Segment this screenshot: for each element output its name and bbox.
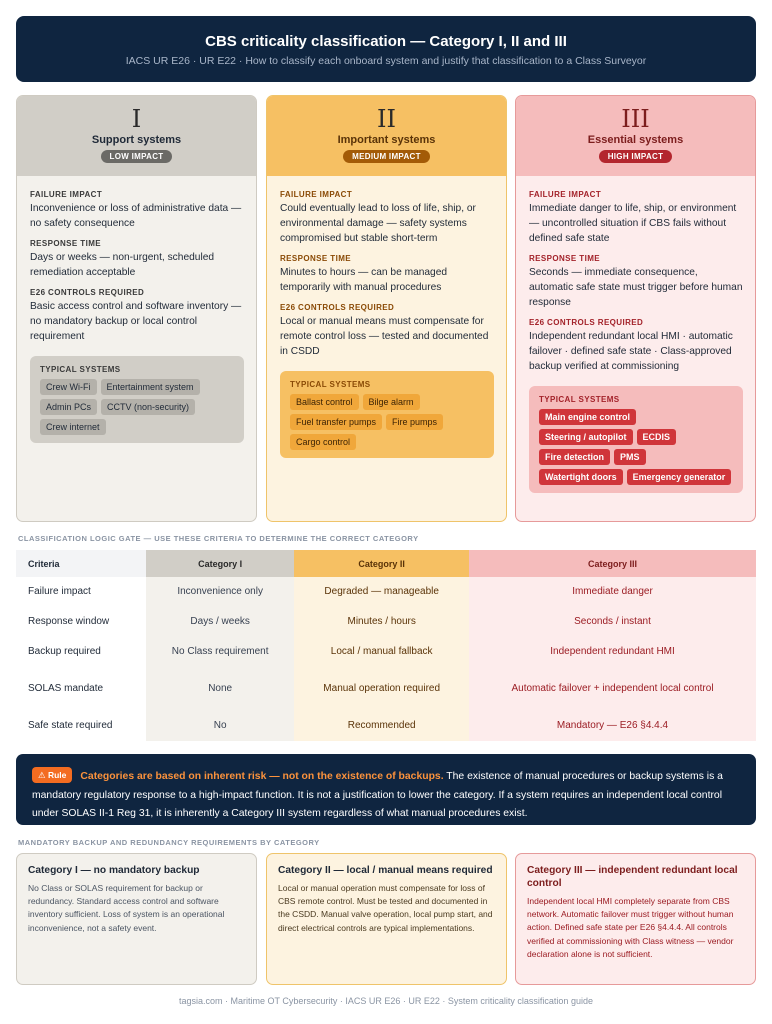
table-row [16,711,756,741]
category-numeral: III [621,105,650,133]
column-header: Criteria [16,550,146,577]
classification-logic-table [16,550,756,741]
category-numeral: I [131,105,142,133]
system-chip: CCTV (non-security) [101,399,195,415]
backup-box-title: Category III — independent redundant local control [527,865,738,889]
system-chip: Crew internet [40,419,106,435]
response-time-text: Days or weeks — non-urgent, scheduled remediation acceptable [30,252,215,278]
failure-impact-label: FAILURE IMPACT [30,190,103,199]
controls-text: Local or manual means must compensate for remote control loss — tested and documented in CSDD [280,316,489,357]
system-chip: Emergency generator [627,469,732,485]
table-cell: Manual operation required [294,667,469,711]
backup-box-text: Local or manual operation must compensate for loss of CBS remote control. Must be tested and documented in the CSDD. Manual valve operation, local pump start, and direct electrical controls are typical implementations. [278,883,493,933]
criteria-cell: SOLAS mandate [16,667,146,711]
response-time-text: Seconds — immediate consequence, automatic safe state must trigger before human response [529,267,743,308]
rule-highlight: Categories are based on inherent risk — not on the existence of backups. [80,771,444,782]
table-cell: Local / manual fallback [294,637,469,667]
category-card-2 [266,95,507,522]
system-chip: Crew Wi-Fi [40,379,97,395]
system-chip: Admin PCs [40,399,97,415]
system-chip: Steering / autopilot [539,429,633,445]
system-chip: Cargo control [290,434,356,450]
failure-impact-label: FAILURE IMPACT [280,190,353,199]
table-row [16,637,756,667]
response-time-label: RESPONSE TIME [280,254,351,263]
table-cell: Mandatory — E26 §4.4.4 [469,711,756,741]
system-chip: Fuel transfer pumps [290,414,382,430]
failure-impact-text: Inconvenience or loss of administrative data — no safety consequence [30,203,242,229]
rule-text: The existence of manual procedures or backup systems is a mandatory regulatory response to a high-impact function. It is not a justification to lower the category. If a system requires an independent local control under SOLAS II-1 Reg 31, it is inherently a Category III system regardless of what manual procedures exist. [32,771,723,819]
typical-systems-panel [30,356,244,443]
controls-text: Independent redundant local HMI · automatic failover · defined safe state · Class-approved backup verified at commissioning [529,331,733,372]
table-cell: Days / weeks [146,607,294,637]
criteria-cell: Failure impact [16,577,146,607]
backup-box-title: Category I — no mandatory backup [28,865,200,876]
table-cell: Minutes / hours [294,607,469,637]
typical-systems-label: TYPICAL SYSTEMS [40,365,121,374]
impact-badge: LOW IMPACT [101,150,173,163]
backup-box-category-1 [16,853,257,985]
rule-callout [16,754,756,825]
controls-label: E26 CONTROLS REQUIRED [529,318,644,327]
impact-badge: HIGH IMPACT [599,150,673,163]
typical-systems-panel [529,386,743,493]
system-chip: Ballast control [290,394,359,410]
controls-label: E26 CONTROLS REQUIRED [30,288,145,297]
backup-box-category-2 [266,853,507,985]
backup-box-text: No Class or SOLAS requirement for backup or redundancy. Standard access control and software inventory sufficient. Loss of system is an operational inconvenience, not a safety event. [28,883,225,933]
table-cell: Independent redundant HMI [469,637,756,667]
controls-text: Basic access control and software inventory — no mandatory backup or local control requirement [30,301,242,342]
logic-gate-section-label: CLASSIFICATION LOGIC GATE — USE THESE CRITERIA TO DETERMINE THE CORRECT CATEGORY [18,534,419,543]
column-header: Category III [469,550,756,577]
table-row [16,667,756,711]
typical-systems-panel [280,371,494,458]
column-header: Category I [146,550,294,577]
category-title: Essential systems [587,134,684,146]
system-chip: Fire pumps [386,414,443,430]
table-row [16,577,756,607]
system-chip: Watertight doors [539,469,623,485]
system-chip: Bilge alarm [363,394,420,410]
response-time-text: Minutes to hours — can be managed temporarily with manual procedures [280,267,448,293]
criteria-cell: Safe state required [16,711,146,741]
failure-impact-text: Immediate danger to life, ship, or environment — uncontrolled situation if CBS fails without defined safe state [529,203,737,244]
table-row [16,607,756,637]
table-cell: Degraded — manageable [294,577,469,607]
table-cell: Recommended [294,711,469,741]
criteria-cell: Backup required [16,637,146,667]
card-header [267,96,506,176]
card-header [516,96,755,176]
system-chip: Fire detection [539,449,610,465]
table-cell: Seconds / instant [469,607,756,637]
card-header [17,96,256,176]
system-chip: PMS [614,449,646,465]
backup-box-text: Independent local HMI completely separate from CBS network. Automatic failover must trigger without human action. Defined safe state per E26 §4.4.4. All controls verified at commissioning with Class witness — vendor declaration alone is not sufficient. [527,896,734,959]
failure-impact-label: FAILURE IMPACT [529,190,602,199]
category-numeral: II [377,105,396,133]
controls-label: E26 CONTROLS REQUIRED [280,303,395,312]
response-time-label: RESPONSE TIME [529,254,600,263]
backup-box-title: Category II — local / manual means required [278,865,493,876]
table-cell: Immediate danger [469,577,756,607]
system-chip: Main engine control [539,409,636,425]
page-subtitle: IACS UR E26 · UR E22 · How to classify each onboard system and justify that classification to a Class Surveyor [125,55,647,67]
system-chip: Entertainment system [101,379,200,395]
rule-badge: ⚠ Rule [32,767,72,783]
table-cell: No Class requirement [146,637,294,667]
page-title: CBS criticality classification — Category I, II and III [205,33,567,50]
table-cell: Automatic failover + independent local control [469,667,756,711]
typical-systems-label: TYPICAL SYSTEMS [539,395,620,404]
system-chip: ECDIS [637,429,677,445]
table-cell: No [146,711,294,741]
page-footer: tagsia.com · Maritime OT Cybersecurity · IACS UR E26 · UR E22 · System criticality classification guide [179,996,593,1006]
response-time-label: RESPONSE TIME [30,239,101,248]
failure-impact-text: Could eventually lead to loss of life, ship, or environmental damage — safety systems compromised but stable short-term [280,203,476,244]
table-cell: Inconvenience only [146,577,294,607]
backup-box-category-3 [515,853,756,985]
category-card-3 [515,95,756,522]
category-card-1 [16,95,257,522]
category-title: Support systems [91,134,182,146]
typical-systems-label: TYPICAL SYSTEMS [290,380,371,389]
backup-section-label: MANDATORY BACKUP AND REDUNDANCY REQUIREMENTS BY CATEGORY [18,838,320,847]
impact-badge: MEDIUM IMPACT [343,150,430,163]
table-cell: None [146,667,294,711]
column-header: Category II [294,550,469,577]
category-title: Important systems [337,134,436,146]
table-header-row [16,550,756,577]
criteria-cell: Response window [16,607,146,637]
page-header [16,16,756,82]
